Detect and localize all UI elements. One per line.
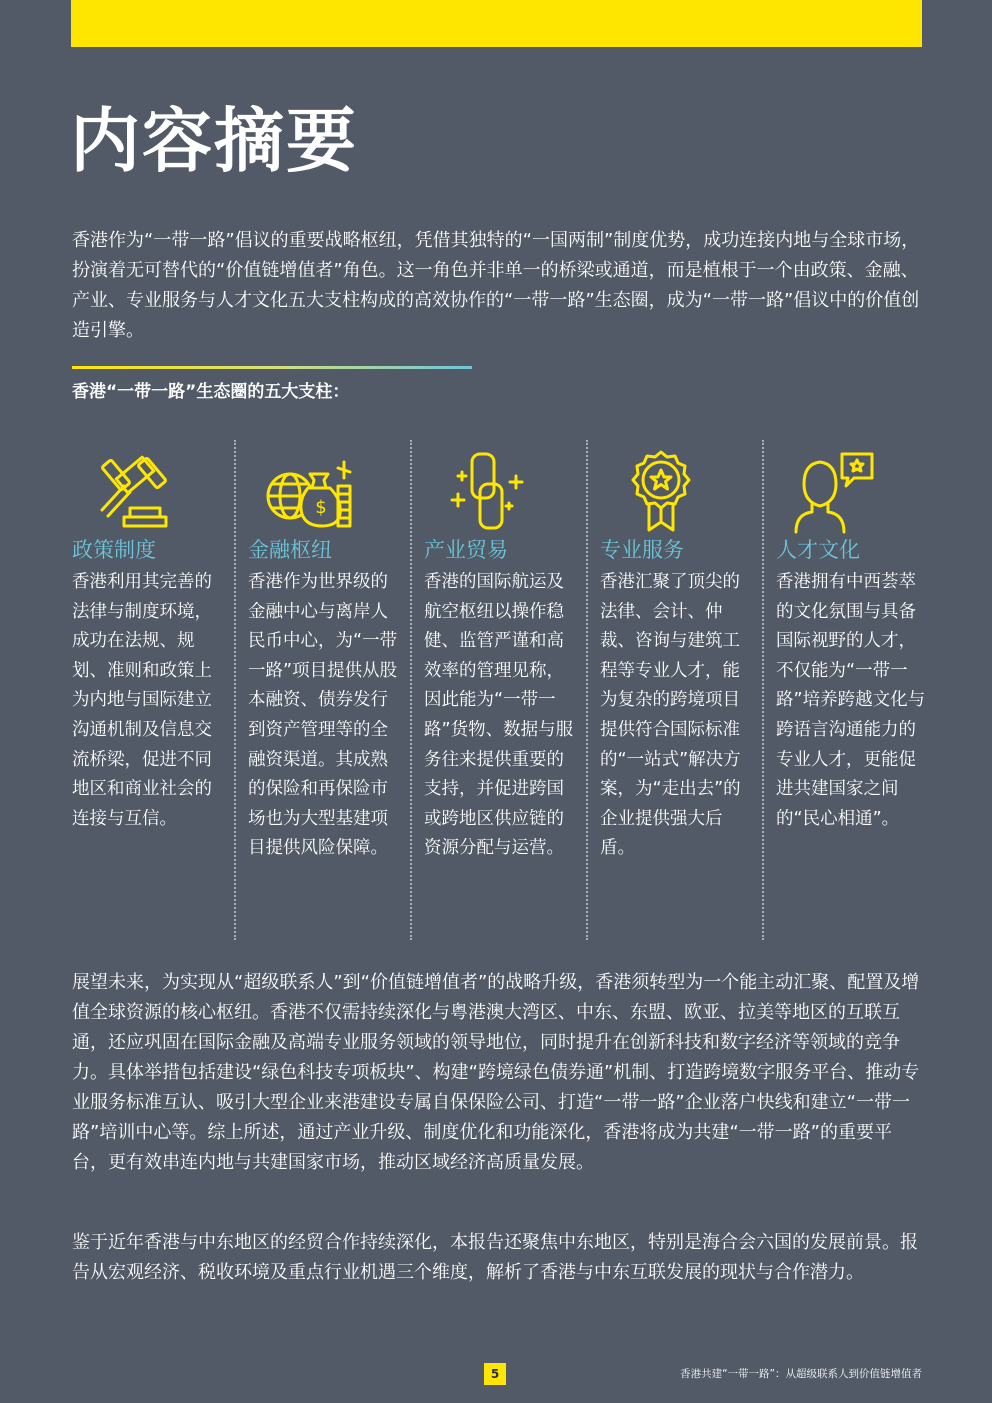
gradient-divider	[72, 366, 472, 369]
top-accent-bar	[71, 0, 922, 47]
footer-report-title: 香港共建“一带一路”：从超级联系人到价值链增值者	[680, 1368, 922, 1380]
gavel-icon	[88, 448, 178, 534]
pillar-body: 香港汇聚了顶尖的法律、会计、仲裁、咨询与建筑工程等专业人才，能为复杂的跨境项目提供符合国际标准的“一站式”解决方案，为“走出去”的企业提供强大后盾。	[600, 572, 741, 859]
pillar-body: 香港作为世界级的金融中心与离岸人民币中心，为“一带一路”项目提供从股本融资、债券发行到资产管理等的全融资渠道。其成熟的保险和再保险市场也为大型基建项目提供风险保障。	[248, 572, 398, 859]
page-number: 5	[484, 1363, 506, 1385]
page-title: 内容摘要	[70, 100, 358, 182]
pillar-title: 人才文化	[776, 538, 860, 562]
award-badge-icon	[616, 448, 706, 534]
chain-link-icon	[440, 448, 530, 534]
pillar-title: 产业贸易	[424, 538, 508, 562]
pillar-finance	[236, 440, 412, 940]
pillars-heading: 香港“一带一路”生态圈的五大支柱：	[72, 382, 350, 402]
intro-paragraph: 香港作为“一带一路”倡议的重要战略枢纽，凭借其独特的“一国两制”制度优势，成功连接内地与全球市场，扮演着无可替代的“价值链增值者”角色。这一角色并非单一的桥梁或通道，而是植根于一个由政策、金融、产业、专业服务与人才文化五大支柱构成的高效协作的“一带一路”生态圈，成为“一带一路”倡议中的价值创造引擎。	[72, 230, 920, 341]
globe-money-bag-icon	[264, 448, 354, 534]
middle-east-paragraph: 鉴于近年香港与中东地区的经贸合作持续深化，本报告还聚焦中东地区，特别是海合会六国的发展前景。报告从宏观经济、税收环境及重点行业机遇三个维度，解析了香港与中东互联发展的现状与合作潜力。	[72, 1232, 918, 1283]
pillar-talent-culture	[764, 440, 940, 940]
svg-text:$: $	[315, 497, 327, 518]
pillar-title: 金融枢纽	[248, 538, 332, 562]
pillar-body: 香港的国际航运及航空枢纽以操作稳健、监管严谨和高效率的管理见称，因此能为“一带一路”货物、数据与服务往来提供重要的支持，并促进跨国或跨地区供应链的资源分配与运营。	[424, 572, 574, 859]
pillar-policy	[60, 440, 236, 940]
pillar-body: 香港拥有中西荟萃的文化氛围与具备国际视野的人才，不仅能为“一带一路”培养跨越文化与跨语言沟通能力的专业人才，更能促进共建国家之间的“民心相通”。	[776, 572, 926, 829]
pillars-section	[60, 440, 940, 940]
pillar-industry-trade	[412, 440, 588, 940]
pillar-title: 专业服务	[600, 538, 684, 562]
pillar-title: 政策制度	[72, 538, 156, 562]
outlook-paragraph: 展望未来，为实现从“超级联系人”到“价值链增值者”的战略升级，香港须转型为一个能主动汇聚、配置及增值全球资源的核心枢纽。香港不仅需持续深化与粤港澳大湾区、中东、东盟、欧亚、拉美等地区的互联互通，还应巩固在国际金融及高端专业服务领域的领导地位，同时提升在创新科技和数字经济等领域的竞争力。具体举措包括建设“绿色科技专项板块”、构建“跨境绿色债券通”机制、打造跨境数字服务平台、推动专业服务标准互认、吸引大型企业来港建设专属自保保险公司、打造“一带一路”企业落户快线和建立“一带一路”培训中心等。综上所述，通过产业升级、制度优化和功能深化，香港将成为共建“一带一路”的重要平台，更有效串连内地与共建国家市场，推动区域经济高质量发展。	[72, 972, 920, 1173]
pillar-professional-services	[588, 440, 764, 940]
person-speech-icon	[792, 448, 882, 534]
pillar-body: 香港利用其完善的法律与制度环境，成功在法规、规划、准则和政策上为内地与国际建立沟通机制及信息交流桥梁，促进不同地区和商业社会的连接与互信。	[72, 572, 212, 829]
